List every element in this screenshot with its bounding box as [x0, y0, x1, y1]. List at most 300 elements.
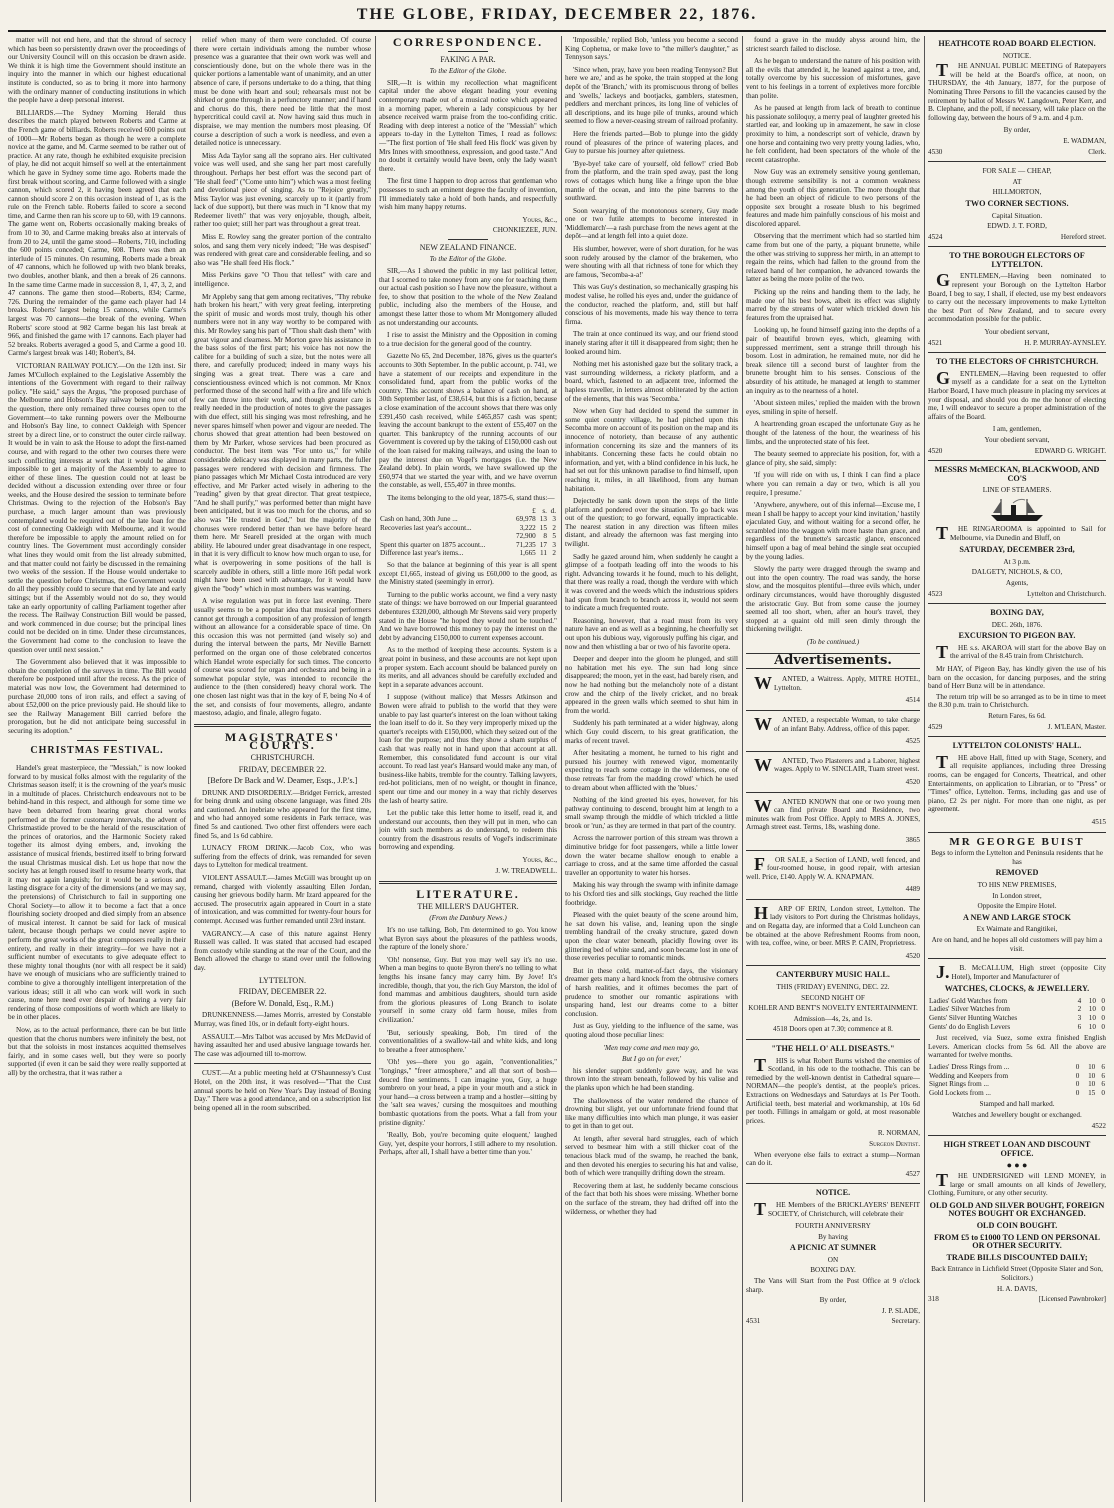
divider — [746, 751, 920, 752]
table-cell: Signet Rings from ... — [929, 1080, 989, 1089]
ad-signature: H. A. DAVIS, — [996, 1284, 1037, 1293]
ad-line: SATURDAY, DECEMBER 23rd, — [959, 545, 1075, 555]
ad-line: Begs to inform the Lyttelton and Peninsula residents that he has — [931, 849, 1103, 866]
ad-line: KOHLER AND BENT'S NOVELTY ENTERTAINMENT. — [748, 1004, 918, 1013]
classified-ad — [746, 713, 920, 746]
ad-signature: E. WADMAN, — [1063, 136, 1106, 145]
sale-ad — [928, 167, 1106, 241]
story-source: (From the Danbury News.) — [429, 914, 507, 923]
table-cell: 10 — [1088, 1005, 1096, 1014]
story-paragraph: 'About sixteen miles,' replied the maiden with the brown eyes, smiling in spite of herself. — [746, 399, 920, 416]
ad-line: Ex Waimate and Rangitikei, — [976, 925, 1058, 934]
ad-line: TO HIS NEW PREMISES, — [977, 880, 1057, 889]
story-paragraph: 'Really, Bob, you're becoming quite eloquent,' laughed Guy, 'yet, despite your horrors, I still adhere to my resolution. Perhaps, after all, I shall have a better time than you.' — [379, 1131, 557, 1157]
price-table — [928, 1063, 1106, 1097]
table-cell: Recoveries last year's account... — [380, 523, 472, 532]
story-paragraph: 'Since when, pray, have you been reading Tennyson? But here we are,' and as he spoke, the train stopped at the long depôt of the 'Branch,' with its promiscuous throng of belles and 'swells,' lackeys and bootjacks, gamblers, statesmen, peddlers and merchant princes, its long line of vehicles of all descriptions, and its huge pile of trunks, around which seemed to flow a never-ceasing stream of railroad profanity. — [565, 65, 738, 126]
classified-ad — [746, 902, 920, 961]
ad-title: TO THE BOROUGH ELECTORS OF LYTTELTON. — [949, 251, 1085, 269]
ad-line: Return Fares, 6s 6d. — [988, 712, 1046, 721]
table-cell: Gents' do do English Levers — [929, 1022, 1011, 1031]
ad-title: LYTTELTON COLONISTS' HALL. — [952, 741, 1082, 751]
table-row — [928, 1063, 1106, 1072]
ad-address: Hereford street. — [1060, 232, 1106, 241]
ad-line: A PICNIC AT SUMNER — [789, 1243, 877, 1253]
divider — [746, 710, 920, 711]
letter-paragraph: I suppose (without malice) that Messrs Atkinson and Bowen were afraid to publish to the world that they were unable to pay last quarter's interest on the loan without taking the loan itself to do it. So they very improperly mixed up the quarter's receipts with £150,000, which they seized out of the loan for the purpose; and thus they show a sham surplus of cash that was really not in hand upon that account at all. Remember, this consolidated fund account is our vital account. To read last year's Hansard would make any man, of business-like habits, tremble for the country. Talking lawyers, red-hot politicians, men of no weight, or thought in finance, spent our time and our money in a way that richly deserves the lash of hearty satire. — [379, 693, 557, 805]
table-cell: Ladies' Silver Watches from — [929, 1005, 1011, 1014]
table-cell: 4 — [1077, 996, 1082, 1005]
ad-number: 3865 — [905, 835, 920, 844]
festival-paragraph-8: A wise regulation was put in force last evening. There usually seems to be a popular idea that musical performers cannot get through a composition of any profession of length without an allowance for a considerable space of time. On this occasion this was not permitted (and wisely so) and during the interval between the parts, Mr Neville Barnett performed on the organ one of those celebrated concertos which Handel wrote especially for such times. The concerto of course was scored for organ and orchestra and being in a somewhat popular style, was intended to reconcile the audience to the (then considered) heavy choral work. The one chosen last night was that in the key of F, being No 4 of the set, and consists of four movements, allegro, andante maestoso, adagio, and finale, allegro fugato. — [194, 597, 371, 718]
ad-line: BOXING DAY, — [990, 608, 1044, 618]
table-cell: 72,900 — [515, 532, 536, 541]
story-paragraph: 'Impossible,' replied Bob, 'unless you become a second King Cophetua, or make love to "the miller's daughter," as Tennyson says.' — [565, 36, 738, 62]
railway-paragraph: VICTORIAN RAILWAY POLICY.—On the 12th inst. Sir James M'Culloch explained to the Legislative Assembly the intentions of the Government with regard to their railway policy. "He said," says the Argus, "the proposed purchase of the Melbourne and Hobson's Bay railway being now out of the question, there only remained three courses open to the Government—to take running powers over the Melbourne and Hobson's Bay line, to connect Oakleigh with Spencer street by a direct line, or to construct the outer circle railway. It would be in vain to ask the House to adopt the first-named course, and with regard to the other two courses there were such conflicting interests at work that it would be almost impossible to get a majority of the Assembly to agree to either of these lines. The question could not at least be decided without a discussion extending over three or four weeks, and the House desired the session to terminate before Christmas. Owing to the rejection of the Hobson's Bay purchase, a much larger amount than was previously contemplated would be required out of the late loan for the cost of connecting Oakleigh with Melbourne, and it would therefore be impossible to apply the amount relied on for country lines. The Government must accordingly consider what lines they would omit from the list already submitted, and that matter could not fairly be discussed in the remaining two weeks of the session. If the House would undertake to settle the question before Christmas, the Government would do all they possibly could to secure that end by late and early sittings; but if the Assembly would not do so, they would take an early opportunity of calling Parliament together after the recess. The Railway Construction Bill would be passed, and work commenced in due course; but the principal lines could not be decided on in time. Under these circumstances, the Government had come to the conclusion to leave the question over until next session." — [8, 361, 186, 654]
table-row — [379, 549, 557, 558]
classified-ad — [746, 675, 920, 705]
story-paragraph: Nothing met his astonished gaze but the solitary track, a vast surrounding wilderness, a rickety platform, and a board, which, fastened to an adjacent tree, informed the hapless traveller, in letters almost obliterated by the action of the elements, that this was 'Secomba.' — [565, 360, 738, 403]
divider — [746, 899, 920, 900]
table-cell: 11 — [540, 549, 547, 558]
ad-line: Capital Situation. — [991, 211, 1043, 220]
table-cell: 10 — [1088, 1014, 1096, 1023]
lyttelton-subheading: LYTTELTON. — [259, 975, 306, 985]
ad-text: WANTED KNOWN that one or two young men can find private Board and Residence, two minutes walk from Post Office. Apply to MRS A. JONES, Armagh street east. Terms, 18s, washing done. — [746, 795, 920, 832]
ad-title: TO THE ELECTORS OF CHRISTCHURCH. — [935, 357, 1099, 367]
story-paragraph: Nothing of the kind greeted his eyes, however, for his pathway continuing to descend, brought him at length to a small swamp through the middle of which trickled a little brook or 'run,' as they are termed in that part of the country. — [565, 796, 738, 830]
ad-text: THE RINGAROOMA is appointed to Sail for Melbourne, via Dunedin and Bluff, on — [936, 522, 1106, 543]
table-cell: 0 — [1101, 1022, 1105, 1031]
ad-line: At 3 p.m. — [1003, 557, 1031, 566]
divider — [746, 850, 920, 851]
table-header: £ — [532, 506, 536, 515]
story-paragraph: Here the friends parted—Bob to plunge into the giddy round of pleasures of the prince of watering places, and Guy to pursue his journey after quietness. — [565, 129, 738, 156]
masthead: THE GLOBE, FRIDAY, DECEMBER 22, 1876. — [356, 6, 758, 23]
ad-address: Lyttelton and Christchurch. — [1027, 589, 1106, 598]
classified-ad — [746, 853, 920, 894]
ad-number: 4527 — [905, 1169, 920, 1178]
letter-paragraph: The items belonging to the old year, 1875-6, stand thus:— — [387, 493, 555, 502]
column-divider — [742, 36, 743, 1502]
divider — [194, 1063, 371, 1064]
ad-line: 4518 Doors open at 7.30; commence at 8. — [773, 1025, 893, 1034]
story-paragraph: 'Anywhere, anywhere, out of this infernal—Excuse me, I mean I shall be happy to accept your kind invitation,' hastily ejaculated Guy, and without waiting for a second offer, he scrambled into the waggon with more haste than grace, and regardless of the brunette's sarcastic glance, ensconced himself upon a bag of meal behind the single seat occupied by the young ladies. — [746, 501, 920, 561]
ad-line: Back Entrance in Lichfield Street (Opposite Slater and Son, Solicitors.) — [931, 1265, 1103, 1282]
table-cell: 0 — [1075, 1080, 1080, 1089]
ad-title: NOTICE. — [815, 1188, 851, 1198]
excursion-ad — [928, 609, 1106, 731]
story-paragraph: Sadly he gazed around him, when suddenly he caught a glimpse of a footpath leading off into the woods to his right. Advancing towards it he found, much to his delight, that there was really a road, though the verdure with which it was covered and the weeds which the industrious spiders had spun from branch to branch across it, would not seem to indicate a much frequented route. — [565, 552, 738, 613]
divider — [746, 792, 920, 793]
letter-paragraph: The first time I happen to drop across that gentleman who possesses to such an eminent degree the faculty of invention, I'll immediately take a hold of both hands, and respectfully wish him many happy returns. — [379, 177, 557, 212]
divider — [928, 246, 1106, 247]
ad-line: Your obedient servant, — [984, 328, 1050, 337]
ad-line: Are on hand, and he hopes all old customers will pay him a visit. — [931, 935, 1103, 953]
hall-ad — [928, 742, 1106, 826]
table-cell: 2 — [1077, 1005, 1082, 1014]
ad-line: HILLMORTON, — [992, 188, 1042, 197]
ad-line: Stamped and hall marked. — [979, 1100, 1055, 1109]
festival-paragraph-2: Now, as to the actual performance, there can be but little question that the chorus numbers were infinitely the best, not but that the soloists in most instances acquitted themselves fairly, and in some cases well, but they were so poorly supported (if even it can be said they were really supported at all) by the orchestra, that it was rather a — [8, 1025, 186, 1077]
table-row — [928, 1014, 1106, 1023]
railway-paragraph-2: The Government also believed that it was impossible to obtain the completion of the surveys in time. The Bill would therefore be postponed until after the recess. As the price of material was now low, the Government had determined to purchase 20,000 tons of iron rails, and effect a saving of about £52,000 on the price previously paid. He should like to see the Railway Management Bill carried before the prorogation, but he did not anticipate being successful in securing its adoption." — [8, 658, 186, 735]
table-row — [928, 1089, 1106, 1098]
table-row — [379, 541, 557, 550]
table-cell: 10 — [1088, 996, 1096, 1005]
story-paragraph: Recovering them at last, he suddenly became conscious of the fact that both his shoes were missing. Whether borne on the surface of the stream, they had drifted off into the wilderness, or whether they had — [565, 1181, 738, 1216]
ad-number: 4520 — [905, 777, 920, 786]
ad-line: ON — [827, 1255, 839, 1264]
table-cell: 0 — [1101, 1005, 1105, 1014]
story-paragraph: Reasoning, however, that a road must from its very nature have an end as well as a beginning, he cheerfully set out upon his dubious way, vigorously puffing his cigar, and now and then whistling a bar or two of his favorite opera. — [565, 616, 738, 651]
story-paragraph: 'Oh! nonsense, Guy. But you may well say it's no use. When a man begins to quote Byron there's no telling to what lengths his insane fancy may carry him. By Jove! It's incredible, though, that you, the rich Guy Marston, the idol of fond mammas and ambitious daughters, should turn aside from the glorious pleasures of Long Branch to isolate yourself in some crazy old farm house, miles from civilization.' — [379, 955, 557, 1024]
table-cell: Ladies' Gold Watches from — [929, 996, 1008, 1005]
table-cell: 0 — [1101, 1088, 1105, 1097]
table-cell: 0 — [1075, 1088, 1080, 1097]
ad-number: 4525 — [905, 737, 920, 746]
ad-text: HARP OF ERIN, London street, Lyttelton. The lady visitors to Port during the Christmas holidays, and on Regatta day, are informed that a Cold Luncheon can be obtained at the above Refreshment Rooms from noon, with tea, coffee, wine, or beer. MRS P. CAIN, Proprietress. — [746, 902, 920, 948]
divider — [928, 603, 1106, 604]
story-paragraph: Making his way through the swamp with infinite damage to his Oxford ties and silk stockings, Guy reached the little footbridge. — [565, 881, 738, 907]
ad-signature-role: [Licensed Pawnbroker] — [1038, 1295, 1106, 1304]
table-cell: 2 — [552, 549, 556, 558]
story-paragraph: The train at once continued its way, and our friend stood inanely staring after it till it disappeared from sight; then he looked around him. — [565, 330, 738, 356]
divider — [77, 740, 117, 741]
ad-text: THE ANNUAL PUBLIC MEETING of Ratepayers will be held at the Board's office, at noon, on THURSDAY, the 4th January, 1877, for the purpose of Nominating Three Persons to fill the vacancies caused by the retirement by ballot of Messrs W. Langdown, Peter Kerr, and B. Clephane, and the poll, if necessary, will take place on the following day, between the hours of 9 a.m. and 4 p.m. — [928, 60, 1106, 122]
ad-text: WANTED, a Waitress. Apply, MITRE HOTEL, Lyttelton. — [754, 673, 920, 694]
table-cell: 10 — [1088, 1063, 1096, 1072]
ad-title: MESSRS McMECKAN, BLACKWOOD, AND CO'S — [934, 465, 1100, 483]
election-ad — [928, 358, 1106, 455]
court-paragraph: DRUNK AND DISORDERLY.—Bridget Ferrick, arrested for being drunk and using obscene language, was fined 20s and cautioned. An inebriate who appeared for the first time, and who had annoyed some residents in Park terrace, was fined 5s and cautioned. Two other first offenders were each fined 5s, and 1s 6d cabhire. — [194, 788, 371, 840]
column-4 — [565, 36, 738, 1502]
bricklayers-ad — [746, 1189, 920, 1326]
table-cell: 0 — [1101, 996, 1105, 1005]
ad-line: FOURTH ANNIVERSRY — [795, 1222, 871, 1231]
to-editor: To the Editor of the Globe. — [429, 67, 507, 76]
table-cell: 13 — [539, 515, 547, 524]
music-hall-ad — [746, 971, 920, 1034]
ad-signature-role: Surgeon Dentist. — [869, 1139, 920, 1148]
table-cell: 15 — [539, 523, 547, 532]
ad-number: 4515 — [1091, 817, 1106, 826]
advertisements-banner: Advertisements. — [746, 653, 920, 670]
ad-signature: J. M'LEAN, Master. — [1047, 722, 1106, 731]
ad-number: 4514 — [905, 696, 920, 705]
ad-text: J.B. McCALLUM, High street (opposite City Hotel), Importer and Manufacturer of — [936, 962, 1106, 983]
nz-finance-heading: NEW ZEALAND FINANCE. — [419, 242, 517, 252]
story-paragraph: This was Guy's destination, so mechanically grasping his modest valise, he rolled his eyes and, under the guidance of the conductor, reached the platform, and, still but half conscious of his movements, made his way thence to terra firma. — [565, 283, 738, 326]
ad-line: LINE OF STEAMERS. — [982, 486, 1052, 495]
ad-line: SECOND NIGHT OF — [801, 993, 865, 1002]
account-table — [379, 507, 557, 559]
divider — [928, 352, 1106, 353]
table-row — [379, 532, 557, 541]
story-paragraph: Suddenly his path terminated at a wider highway, along which Guy could discern, to his great gratification, the marks of recent travel. — [565, 719, 738, 745]
ad-line: OLD COIN BOUGHT. — [976, 1220, 1058, 1230]
ad-title: "THE HELL O' ALL DISEASTS." — [771, 1044, 895, 1053]
festival-paragraph-4: Miss Ada Taylor sang all the soprano airs. Her cultivated voice was well used, and she sang her part most carefully throughout. Perhaps her best effort was the second part of "He shall feed" ("Come unto him") which was a most feeling and devotional piece of singing. As to "Rejoice greatly," Miss Taylor was just evening, scarcely up to it (partly from lack of due support), but there was much in "I know that my Redeemer liveth" that was very enjoyable, though, albeit, rather too quiet; still her part was throughout a great treat. — [194, 151, 371, 229]
divider — [928, 161, 1106, 162]
ad-line: WATCHES, CLOCKS, & JEWELLERY. — [944, 984, 1090, 994]
letter-signoff: Yours, &c., — [522, 856, 557, 865]
ad-signature: DALGETY, NICHOLS, & CO, — [971, 568, 1063, 577]
festival-paragraph: Handel's great masterpiece, the "Messiah," is now looked forward to by musical folks almost with the regularity of the Christmas season itself; it is the crowning of the year's music in a multitude of places. Christchurch endeavours not to be behind-hand in this respect, and although for some time we have been debarred from hearing great choral works performed at the former customary intervals, the advent of Christmastide proved to be the herald of the resuscitation of the princes of oratorios, and the Harmonic Society raked together its almost dying embers, and, invoking the assistance of musical friends, bestirred itself to bring forward the usual Christmas musical dish. Let us hope that now the society has at length roused itself to resume hearty work, that it may not again languish; for it would be a serious and lasting disgrace for a city of the dimensions (and we may say, the pretensions) of Christchurch to fail in supporting one Choral Society—to allow it to become a fact that a once flourishing society drooped and died simply from an absence of musical interest. It cannot be said for lack of musical talent, because though perhaps we could never aspire to perform the great works of the great composers really in their entirety, and really in their integrity—for we have not a sufficient number of executants to give adequate effect to these mighty tonal thoughts (nor with all respect be it said) have we enough of musicians who are sufficiently trained to combine to give a thoroughly intelligent interpretation of the various ideas; still it all who can work will work in such cause, none here need ever despair of hearing a very fair rendering of those compositions of worth which are likely to be in other places. — [8, 764, 186, 1022]
ad-signature: J. P. SLADE, — [881, 1306, 920, 1315]
ad-line: By order, — [819, 1296, 847, 1305]
ad-line: TRADE BILLS DISCOUNTED DAILY; — [946, 1252, 1088, 1262]
ad-text: Just received, via Suez, some extra finished English Levers. American clocks from 5s 6d. All the above are warranted for twelve months. — [928, 1034, 1106, 1060]
table-row — [928, 997, 1106, 1006]
festival-paragraph-5: Miss E. Rowley sang the greater portion of the contralto solos, and sang them very nicely indeed; "He was despised" was rendered with great care and considerable feeling, and so also was "He shall feed His flock." — [194, 233, 371, 267]
ad-title: TWO CORNER SECTIONS. — [965, 198, 1069, 208]
article-paragraph: matter will not end here, and that the shroud of secrecy which has been so persistently drawn over the proceedings of our University Council will on this occasion be drawn aside. We think it is high time the Government should institute an inquiry into the manner in which our highest educational institute is conducted, so as to bring it more into harmony with the ordinary manner of conducting institutions in which the people have a deep personal interest. — [8, 36, 186, 105]
ad-line: I am, gentlemen, — [992, 425, 1042, 434]
letter-paragraph: Gazette No 65, 2nd December, 1876, gives us the quarter's accounts to 30th September. In the public account, p. 741, we have a statement of our receipts and expenditure in the consolidated fund, apart from the public works of the country. This account shows a balance of cash on hand, at 30th September last, of £38,614, but this is a fiction, because a close examination of the account shows that there was only £391,450 cash received, while £465,857 cash was spent; leaving the account bankrupt to the extent of £55,407 on the quarter. This bankruptcy of the running accounts of our Government is covered up by the taking of £150,000 cash out of the loan raised for making railways, and using the loan to pay the interest due on Vogel's mortgages (i.e. the New Zealand debt). In plain words, we have swallowed up the £60,974 that we started the year with, and we have overrun the constable, as well, £55,407 in three months. — [379, 352, 557, 490]
ad-number: 4489 — [905, 885, 920, 894]
table-row — [928, 1005, 1106, 1014]
table-cell: 0 — [1075, 1063, 1080, 1072]
ad-title: CANTERBURY MUSIC HALL. — [776, 970, 890, 980]
story-paragraph: The shallowness of the water rendered the chance of drowning but slight, yet our unfortunate friend found that like many difficulties into which man plunge, it was easier to get in than to get out. — [565, 1096, 738, 1131]
ad-title: HIGH STREET LOAN AND DISCOUNT OFFICE. — [943, 1140, 1091, 1158]
ad-text: GENTLEMEN,—Having been requested to offer myself as a candidate for a seat on the Lyttelton Harbor Board, I have much pleasure in placing my services at your disposal, and should you do me the honor of electing me, I will endeavor to secure a proper administration of the affairs of the Board. — [928, 367, 1106, 421]
ad-number: 4531 — [746, 1317, 761, 1326]
table-cell: Spent this quarter on 1875 account... — [380, 540, 486, 549]
story-paragraph: his slender support suddenly gave way, and he was thrown into the stream beneath, followed by his valise and the planks upon which he had been standing. — [565, 1066, 738, 1092]
ad-text: THE Members of the BRICKLAYERS' BENEFIT SOCIETY, of Christchurch, will celebrate their — [754, 1198, 920, 1219]
divider — [746, 1183, 920, 1184]
table-cell: Wedding and Keepers from — [929, 1071, 1009, 1080]
table-cell: 1,665 — [519, 549, 536, 558]
story-paragraph: Picking up the reins and handing them to the lady, he made one of his best bows, albeit its effect was slightly marred by the streams of water which trickled down his features from the upraised hat. — [746, 288, 920, 322]
divider — [928, 832, 1106, 833]
story-paragraph: Observing that the merriment which had so startled him came from but one of the party, a piquant brunette, while the other was striving to suppress her mirth, in an attempt to regain the reins, which had fallen to the ground from the relaxed hand of her companion, he advanced towards the latter as being the more polite of the two. — [746, 232, 920, 284]
ad-signature: EDWD. J. T. FORD, — [987, 222, 1047, 231]
divider — [928, 1135, 1106, 1136]
faking-a-par-heading: FAKING A PAR. — [440, 54, 496, 64]
table-cell — [379, 532, 510, 541]
table-cell: 71,235 — [515, 540, 536, 549]
table-cell: 6 — [1101, 1071, 1105, 1080]
table-cell: Ladies' Dress Rings from ... — [929, 1063, 1010, 1072]
table-row — [928, 1072, 1106, 1081]
ad-line: Watches and Jewellery bought or exchanged. — [952, 1111, 1082, 1119]
column-divider — [924, 36, 925, 1502]
ad-number: 318 — [928, 1295, 939, 1304]
table-row — [928, 1080, 1106, 1089]
correspondence-heading: CORRESPONDENCE. — [392, 36, 544, 49]
table-row — [379, 507, 557, 516]
story-paragraph: The beauty seemed to appreciate his position, for, with a glance of pity, she said, simply: — [746, 450, 920, 467]
price-table — [928, 997, 1106, 1031]
divider — [448, 239, 488, 240]
ad-title: EXCURSION TO PIGEON BAY. — [958, 631, 1076, 641]
story-paragraph: Soon wearying of the monotonous scenery, Guy made one or two futile attempts to become interested in 'Middlemarch'—a rash purchase from the news agent at the depôt—and at length fell into a quiet doze. — [565, 206, 738, 241]
divider — [448, 51, 488, 52]
court-paragraph: VIOLENT ASSAULT.—James McGill was brought up on remand, charged with violently assaulting Ellen Jordan, causing her grievous bodily harm. Mr Izard appeared for the accused. The prosecutrix again appeared in Court in a state of intoxication, and was committed for twenty-four hours for contempt. Accused was further remanded until 23rd instant. — [194, 874, 371, 925]
column-3 — [379, 36, 557, 1502]
cust-paragraph: CUST.—At a public meeting held at O'Shaunnessy's Cust Hotel, on the 20th inst, it was resolved—"That the Cust annual sports be held on New Year's Day instead of Boxing Day." There was a good attendance, and on a subscription list being opened all in the room subscribed. — [194, 1069, 371, 1112]
table-row — [379, 515, 557, 524]
table-cell: 6 — [1101, 1063, 1105, 1072]
story-paragraph: Pleased with the quiet beauty of the scene around him, he sat down his valise, and, leaning upon the single trembling handrail of the creaky structure, gazed down upon the clear water beneath, placidly flowing over its glittering bed of white sand, and soon became lost in one of those reveries peculiar to romantic minds. — [565, 911, 738, 963]
court-paragraph: VAGRANCY.—A case of this nature against Henry Russell was called. It was stated that accused had escaped from custody while standing at the rear of the Court, and the Bench allowed the charge to stand over until the following day. — [194, 929, 371, 972]
court-paragraph: ASSAULT.—Mrs Talbot was accused by Mrs McDavid of having assaulted her and used abusive language towards her. The case was adjourned till to-morrow. — [194, 1032, 371, 1058]
column-divider — [190, 36, 191, 1502]
dentist-ad — [746, 1045, 920, 1178]
steamer-ad — [928, 466, 1106, 598]
ad-line: Agents, — [1005, 578, 1029, 587]
ad-text: The return trip will be so arranged as to be in time to meet the 8.30 p.m. train to Christchurch. — [928, 692, 1106, 710]
table-cell: 15 — [1088, 1088, 1096, 1097]
classified-ad — [746, 754, 920, 787]
letter-signature: CHONKIEZEE, JUN. — [492, 226, 557, 235]
table-row — [379, 524, 557, 533]
table-cell: 3 — [552, 540, 556, 549]
table-cell: 3,222 — [519, 523, 536, 532]
table-cell: 3 — [552, 515, 556, 524]
column-1 — [8, 36, 186, 1502]
letter-paragraph: Turning to the public works account, we find a very nasty state of things: we have borrowed on our Imperial guaranteed debentures £320,000, although Mr Stevens said very properly stated in the House "he hoped they would not be touched." And we have borrowed this money to pay the interest on the debt by advancing £150,000 to current expenses account. — [379, 590, 557, 642]
ad-signature: H. P. MURRAY-AYNSLEY. — [1024, 338, 1106, 347]
ad-number: 4521 — [928, 338, 943, 347]
story-paragraph: At length, after several hard struggles, each of which served to besmear him with a still thicker coat of the tenacious black mud of the swamp, he reached the bank, and then devoted his energies to securing his hat and valise, both of which were tranquilly drifting down the stream. — [565, 1134, 738, 1178]
table-cell: Gents' Silver Hunting Watches — [929, 1014, 1018, 1023]
column-2 — [194, 36, 371, 1502]
ad-line: In London street, — [992, 891, 1042, 900]
court-date: FRIDAY, DECEMBER 22. — [238, 764, 327, 774]
ad-text: THE above Hall, fitted up with Stage, Scenery, and all requisite appliances, including three Dressing rooms, can be engaged for Concerts, Theatrical, and other Entertainments, on application to Librarian, or to "Press" or "Times" office, Lyttelton. Terms, including gas and use of piano, £2 2s per night. For more than one night, as per agreement. — [928, 751, 1106, 814]
table-cell: 6 — [1101, 1080, 1105, 1089]
ad-line: Opposite the Empire Hotel. — [977, 902, 1057, 911]
ad-text: FOR SALE, a Section of LAND, well fenced, and four-roomed house, in good repair, with artesian well. Price, £140. Apply W. A. KNAPMAN. — [746, 853, 920, 881]
story-paragraph: Across the narrower portion of this stream was thrown a diminutive bridge for foot passengers, while a little lower down the water became shallow enough to enable a carriage to cross, and at the same time afforded the casual traveller an opportunity to water his horses. — [565, 834, 738, 877]
letter-paragraph: SIR,—As I showed the public in my last political letter, that I scorned to take money from any one for teaching them our actual cash position so I have now the pleasure, without a fee, to show that position to the whole of the New Zealand public, including also the members of the House, and amongst these latter those to whom Mr Montgomery alluded as not understanding our accounts. — [379, 267, 557, 327]
steamship-icon — [987, 497, 1047, 523]
divider — [928, 736, 1106, 737]
divider — [194, 724, 371, 727]
letter-signoff: Yours, &c., — [522, 215, 557, 224]
table-cell: 6 — [1077, 1022, 1082, 1031]
story-paragraph: found a grave in the muddy abyss around him, the strictest search failed to disclose. — [746, 36, 920, 53]
table-cell: 2 — [552, 523, 556, 532]
masthead-rule — [8, 30, 1106, 32]
story-paragraph: Now Guy was an extremely sensitive young gentleman, though extreme sensibility is not a common weakness among the youth of this generation. The more thought that he had been an object of ridicule to two persons of the opposite sex brought a roseate blush to his begrimed features and made him painfully conscious of his moist and discolored apparel. — [746, 168, 920, 228]
letter-paragraph: SIR,—It is within my recollection what magnificent capital under the above elegant heading your evening contemporary made out of a musical notice which appeared in a morning paper, wherein a lady conspicuous by her absence received warm praise from the too-confiding critic. Reading with deep interest a notice of the "Messiah" which appears to-day in the Lyttelton Times, I read as follows:—"The first portion of 'He shall feed His flock' was given by Mrs Innes with smoothness, expression, and good taste." And no doubt it certainly would have been, only the lady wasn't there. — [379, 78, 557, 173]
road-board-ad — [928, 40, 1106, 156]
ad-signature-role: Secretary. — [891, 1317, 920, 1326]
story-title: THE MILLER'S DAUGHTER. — [417, 901, 519, 911]
divider — [928, 460, 1106, 461]
column-divider — [561, 36, 562, 1502]
court-paragraph: DRUNKENNESS.—James Morris, arrested by Constable Murray, was fined 10s, or in default forty-eight hours. — [194, 1011, 371, 1028]
table-header: s. — [542, 506, 547, 515]
story-paragraph: His slumber, however, were of short duration, for he was soon rudely aroused by the clamor of the brakemen, who were shouting with all that richness of tone for which they are famous, 'Secomba-a-a!' — [565, 245, 738, 279]
table-cell: Gold Lockets from ... — [929, 1088, 991, 1097]
table-cell: 17 — [539, 540, 547, 549]
divider — [746, 965, 920, 966]
table-cell: 10 — [1088, 1071, 1096, 1080]
story-paragraph: 'Oh! yes—there you go again, "conventionalities," "longings," "freer atmosphere," and all that sort of bosh—deuced fine sentiments. I can imagine you, Guy, a huge sombrero on your head, a pipe in your mouth and a stick in your hand—a cross between a tramp and a hostler—sitting by the 'salt sea waves,' cursing the mosquitoes and mouthing bombastic quotations from the poets. What a fall from your pristine dignity.' — [379, 1058, 557, 1127]
table-cell: 10 — [1088, 1080, 1096, 1089]
ad-line: By order, — [1003, 126, 1031, 135]
story-paragraph: Slowly the party were dragged through the swamp and out into the open country. The road was sandy, the horse slow, and the mosquitos plentiful—three evils which, under ordinary circumstances, would have thoroughly disgusted the aristocratic Guy. But from some cause the journey seemed all too short, when, after an hour's travel, they stopped at a quaint old mill seen dimly through the thickening twilight. — [746, 565, 920, 634]
story-paragraph: 'But, seriously speaking, Bob, I'm tired of the conventionalities of a swallow-tail and white kids, and long to breathe a freer atmosphere.' — [379, 1028, 557, 1054]
table-cell: Difference last year's items... — [380, 549, 464, 558]
ad-number: 4520 — [928, 446, 943, 455]
story-paragraph: As he began to understand the nature of his position with all the evils that attended it, he leaned against a tree, and, totally overcome by his succession of misfortunes, gave vent to his feelings in a torrent of expletives more forcible than polite. — [746, 57, 920, 100]
table-cell: 10 — [1088, 1022, 1096, 1031]
story-paragraph: 'If you will ride on with us, I think I can find a place where you can remain a day or two, which is all you require, I presume.' — [746, 471, 920, 497]
story-paragraph: Looking up, he found himself gazing into the depths of a pair of beautiful brown eyes, which, gleaming with suppressed merriment, sent a strange thrill through his bosom. Lost in admiration, he remained mute, nor did he break silence till a second burst of laughter from the brunette brought him to his senses. Conscious of the absurdity of his attitude, he managed at length to stammer an inquiry as to the nearness of a hotel. — [746, 326, 920, 395]
ad-number: 4523 — [928, 589, 943, 598]
ad-text: When everyone else fails to extract a stump—Norman can do it. — [746, 1150, 920, 1168]
letter-paragraph: So that the balance at beginning of this year is all spent except £1,665, instead of giving us £60,000 to the good, as the Ministry stated (seemingly in error). — [379, 561, 557, 587]
ad-text: GENTLEMEN,—Having been nominated to represent your Borough on the Lyttelton Harbor Board, I beg to say, I shall, if elected, use my best endeavors to carry out the necessary improvements to make Lyttelton the best Port of New Zealand, and to secure every accommodation possible for the public. — [928, 270, 1106, 324]
buist-ad — [928, 835, 1106, 954]
ad-number: 4529 — [928, 722, 943, 731]
story-paragraph: Deeper and deeper into the gloom he plunged, and still no habitation met his eye. The sun had long since disappeared; the moon, yet in the east, had barely risen, and now he had nothing but the melancholy note of a distant crow and the chirp of the lively cricket, and no break appeared in the green walls which seemed to shut him in from the world. — [565, 655, 738, 715]
story-paragraph: It's no use talking, Bob, I'm determined to go. You know what Byron says about the pleasures of the pathless woods, the rapture of the lonely shore.' — [379, 926, 557, 952]
story-paragraph: After hesitating a moment, he turned to his right and pursued his journey with renewed vigor, momentarily expecting to reach some cottage in the wilderness, one of those retreats 'far from the madding crowd' which he used to dream about when afflicted with the 'blues.' — [565, 749, 738, 792]
table-cell: 0 — [1101, 1014, 1105, 1023]
story-paragraph: Dejectedly he sank down upon the steps of the little platform and pondered over the situation. To go back was out of the question; to go forward, equally impracticable. The nearest station in any direction was fifteen miles distant, and already the afternoon was fast merging into twilight. — [565, 497, 738, 549]
table-row — [928, 1023, 1106, 1032]
ad-line: DEC. 26th, 1876. — [991, 620, 1043, 629]
column-divider — [375, 36, 376, 1502]
ad-text: WANTED, a respectable Woman, to take charge of an infant Baby. Address, office of this paper. — [754, 713, 920, 734]
ad-line: OLD GOLD AND SILVER BOUGHT, FOREIGN NOTES BOUGHT OR EXCHANGED. — [929, 1200, 1105, 1219]
letter-paragraph: Let the public take this letter home to itself, read it, and understand our accounts, then they will put in men, who can join with such members as do understand, to redeem this country from the disastrous results of Vogel's indiscriminate borrowing and expending. — [379, 809, 557, 852]
ad-text: THE s.s. AKAROA will start for the above Bay on the arrival of the 8.45 train from Christchurch. — [936, 641, 1106, 662]
ad-number: 4522 — [1091, 1121, 1106, 1130]
pawnbroker-balls-icon: ● ● ● — [1006, 1160, 1028, 1171]
ad-line: REMOVED — [995, 868, 1039, 878]
ad-line: THIS (FRIDAY) EVENING, DEC. 22. — [776, 983, 890, 992]
story-paragraph: A heartrending groan escaped the unfortunate Guy as he thought of the lateness of the hour, the weariness of his limbs, and the unprotected state of his feet. — [746, 420, 920, 446]
literature-heading: LITERATURE. — [416, 887, 520, 902]
ad-title: HEATHCOTE ROAD BOARD ELECTION. — [938, 39, 1096, 48]
column-5 — [746, 36, 920, 1502]
ad-line: A NEW AND LARGE STOCK — [963, 912, 1071, 922]
table-cell: 69,978 — [515, 515, 536, 524]
ad-number: 4524 — [928, 232, 943, 241]
loan-office-ad — [928, 1141, 1106, 1304]
ad-text: THE UNDERSIGNED will LEND MONEY, in large or small amounts on all kinds of Jewellery, Clothing, Furniture, or any other security. — [928, 1169, 1106, 1198]
ad-line: FROM £5 to £1000 TO LEND ON PERSONAL OR OTHER SECURITY. — [934, 1232, 1100, 1251]
letter-paragraph: As to the method of keeping these accounts. System is a great point in business, and these accounts are not kept upon a proper system. Each account should be balanced purely on its merits, and all advances should be carefully excluded and kept in a separate advances account. — [379, 646, 557, 689]
christchurch-subheading: CHRISTCHURCH. — [250, 752, 315, 762]
court-date: FRIDAY, DECEMBER 22. — [238, 987, 327, 997]
ad-signature: R. NORMAN, — [877, 1129, 920, 1138]
table-cell: 8 — [543, 532, 547, 541]
verse-line: But I go on for ever,' — [621, 1055, 682, 1064]
court-bench: (Before W. Donald, Esq., R.M.) — [231, 998, 334, 1008]
christmas-festival-heading: CHRISTMAS FESTIVAL. — [30, 744, 164, 756]
festival-paragraph-7: Mr Appleby sang that gem among recitatives, "Thy rebuke hath broken his heart," with very great feeling, interpreting the spirit of music and words most truly, though his other numbers were not in any way worthy to be compared with this. Mr Rowley sang his part of "Thou shalt dash them" with great vigour and clearness. Mr Morton gave his assistance in the bass solos of the first part; his voice has not now the calibre for a building of such a size, but the notes were all there, and carefully produced; indeed in many ways his singing was a great treat. There was a care and conscientiousness evinced which is not common. Mr Knox performed those of the second half with a fire and life which few can throw into their work, and though greater care is really needed in the production of notes to give the passages with due effect, still his singing was most refreshing, and he never spares himself when power and vigour are needed. The chorus showed that great attention had been bestowed on them by Mr Parker, whose services had been procured as conductor. The best item was "For unto us," for while considerable delicacy was displayed in many parts, the fuller passages were rendered with decision and firmness. The piano passages which Mr Michael Costa introduced are very effective, and Mr Parker acted wisely in adhering to the "reading" given by that great director. That great testpiece, "And he shall purify," was performed better than might have been anticipated, but it was too much for the chorus, and so also was "He trusted in God," but the majority of the choruses were rendered better than we have before heard them here. Mr Searell presided at the organ with much ability. He laboured under great disadvantage in one respect, in that it is very difficult to know how much organ to use, for what is overpowering in some positions of the hall is scarcely audible in others, still a little more 16ft pedal work might have been used with advantage, for it would have given the "body" which in most numbers was wanting. — [194, 292, 371, 593]
jeweller-ad — [928, 964, 1106, 1130]
court-bench: [Before Dr Back and W. Deamer, Esqs., J.P.'s.] — [207, 776, 358, 786]
table-cell: 3 — [1077, 1014, 1082, 1023]
ad-title: MR GEORGE BUIST — [949, 835, 1085, 848]
ad-text: THIS is what Robert Burns wished the enemies of Scotland, in his ode to the toothache. This can be remedied by the well-known dentist in Cathedral square—NORMAN—the people's dentist, at the people's prices. Extractions on Wednesdays and Saturdays at 1s Per Tooth. Artificial teeth, best material and workmanship, at 10s 6d per tooth. Fillings in amalgam or gold, at most reasonable prices. — [746, 1054, 920, 1125]
ad-line: AT — [1012, 177, 1022, 186]
ad-signature-role: Clerk. — [1088, 147, 1106, 156]
election-ad — [928, 252, 1106, 347]
story-paragraph: 'Bye-bye! take care of yourself, old fellow!' cried Bob from the platform, and the train sped away, past the long rows of cottages which hung like a fringe upon the blue mantle of the ocean, and into the pine barrens to the southward. — [565, 159, 738, 203]
